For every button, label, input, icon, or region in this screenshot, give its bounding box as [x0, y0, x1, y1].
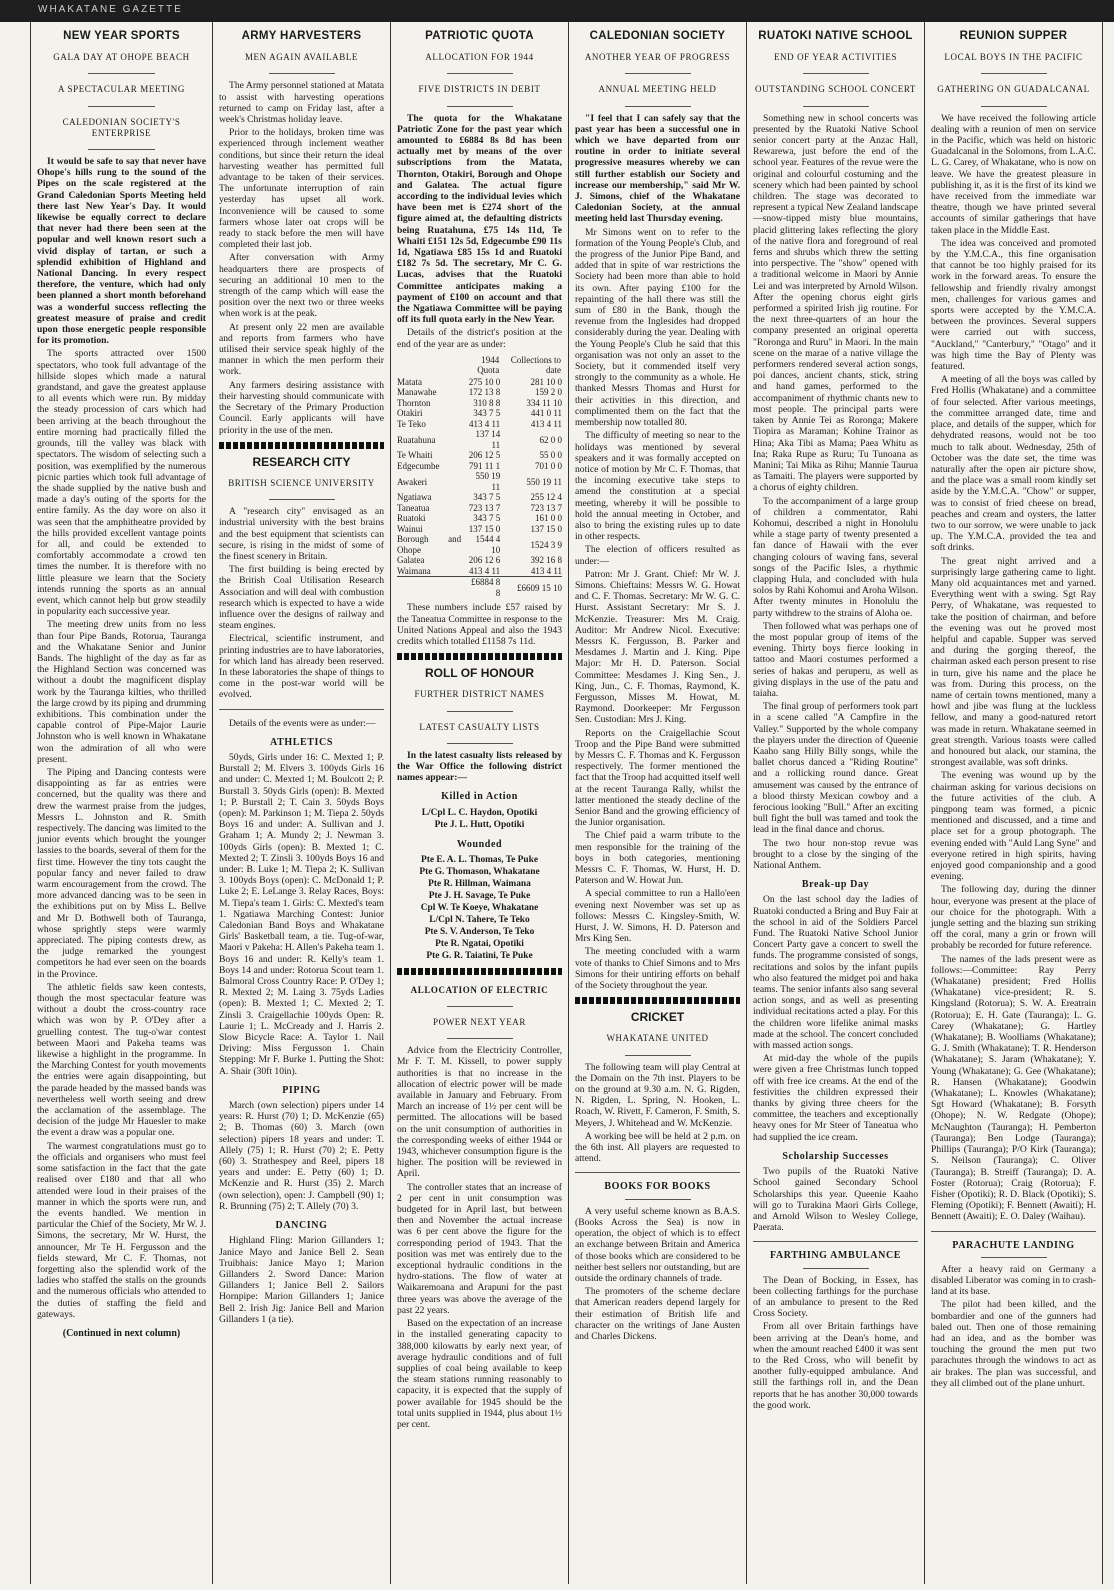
paragraph: The sports attracted over 1500 spectators, who took full advantage of the hillside slopes which made a natural grandstand, and gave the greatest applause to all events which were run. By midday the steady procession of cars which had been arriving at the beach throughout the entire morning had practically filled the grounds, till the valley was black with spectators. The wisdom of selecting such a position, was exemplified by the numerous picnic parties which took full advantage of the shade supplied by the native bush and made a day's outing of the sports for the entire family. As the day wore on also it was seen that the amphitheatre provided by the hills provided excellent vantage points for all, and could be extended to comfortably accommodate a crowd ten times the number. It is therefore with no little pleasure we learn that the Society intends running the sports as an annual event, which cannot help but grow steadily in popularity each successive year.	[37, 348, 206, 618]
lead-paragraph: It would be safe to say that never have Ohope's hills rung to the sound of the Pipes on the scale registered at the Grand Caledonian Sports Meeting held there last New Year's Day. It would likewise be equally correct to declare that never had there been seen at the popular and well known resort such a vivid display of tartan, or such a splendid exhibition of Highland and National Dancing. In every respect therefore, the venture, which had only been planned a short month beforehand was a wonderful success reflecting the greatest measure of praise and credit upon those energetic people responsible for its promotion.	[37, 156, 206, 347]
paragraph: The meeting concluded with a warm vote of thanks to Chief Simons and to Mrs Simons for their untiring efforts on behalf of the Society throughout the year.	[575, 946, 740, 992]
paragraph: These numbers include £57 raised by the Taneatua Committee in response to the United Nations Appeal and also the 1943 credits which totalled £1158 7s 11d.	[397, 602, 562, 647]
paragraph: Any farmers desiring assistance with their harvesting should communicate with the Secretary of the Primary Production Council. Early applicants will have priority in the use of the men.	[219, 379, 384, 436]
paragraph: The evening was wound up by the chairman asking for various decisions on the future activities of the club. A pingpong team was formed, a picnic mentioned and discussed, and a time and place set for a group photograph. The evening ended with "Auld Lang Syne" and everyone retired in high spirits, having enjoyed good companionship and a good evening.	[931, 770, 1096, 883]
headline: PARACHUTE LANDING	[952, 1239, 1075, 1251]
divider	[447, 73, 513, 74]
paragraph: Reports on the Craigellachie Scout Troop and the Pipe Band were submitted by Messrs C. F. Thomas and K. Fergusson respectively. The former mentioned the fact that the Troop had acquitted itself well at the recent Tauranga Rally, whilst the latter mentioned the steady decline of the Senior Band and the growing efficiency of the Junior organisation.	[575, 727, 740, 829]
paragraph: The great night arrived and a surprisingly large gathering came to light. Many old acquaintances met and yarned. Everything went with a swing. Sgt Ray Perry, of Whakatane, was requested to take the position of chairman, and before the evening was out he proved most helpful and capable. Supper was served and during the gorging thereof, the chairman asked each person present to rise in turn, give his name and the place he was from. During this process, on the name of certain towns mentioned, many a howl and jibe was flung at the luckless fellow, and many a good-natured retort was made in return. Whakatane seemed in great strength. Various toasts were called and honoured but alack, our stamina, the strongest available, was soft drinks.	[931, 555, 1096, 769]
headline: ROLL OF HONOUR	[424, 666, 535, 681]
deck: CALEDONIAN SOCIETY'S ENTERPRISE	[62, 116, 181, 138]
subheadline: MEN AGAIN AVAILABLE	[244, 52, 359, 63]
divider	[269, 73, 335, 74]
divider	[447, 1006, 513, 1007]
table-row	[397, 566, 562, 577]
headline: PATRIOTIC QUOTA	[425, 30, 534, 42]
amount-cell: 137 15 0	[530, 523, 562, 534]
results-list: Highland Fling: Marion Gillanders 1; Janice Mayo and Janice Bell 2. Sean Truibhais: Janice Mayo 1; Marion Gillanders 2. Sword Dance: Marion Gillanders 1; Janice Bell 2. Sailors Hornpipe: Marion Gillanders 1; Janice Bell 2. Irish Jig: Janice Bell and Marion Gillanders 1 (a tie).	[219, 1235, 384, 1325]
subheadline: ANOTHER YEAR OF PROGRESS	[584, 52, 731, 63]
paragraph: From all over Britain farthings have been arriving at the Dean's home, and when the amount reached £400 it was sent to the Red Cross, who will benefit by another fully-equipped ambulance. And still the farthings roll in, and the Dean reports that he has another 30,000 towards the good work.	[753, 1321, 918, 1411]
divider	[447, 743, 513, 744]
deck: GATHERING ON GUADALCANAL	[937, 84, 1090, 95]
district-cell: Waimana	[397, 565, 431, 576]
divider	[803, 73, 869, 74]
divider	[981, 106, 1047, 107]
table-row	[397, 503, 562, 514]
paragraph: The controller states that an increase of 2 per cent in unit consumption was budgeted for in April last, but between then and November the actual increase was 6 per cent above the figure for the corresponding period of 1943. That the position was met was entirely due to the exceptional hydraulic conditions in the hydro-stations. The flow of water at Waikaremoana and Arapuni for the past three years was above the average of the past 22 years.	[397, 1181, 562, 1316]
paragraph: Advice from the Electricity Controller, Mr F. T. M. Kissell, to power supply authorities is that no increase in the allocation of electric power will be made available in January and February. From March an increase of 1½ per cent will be permitted. The allocations will be based on the unit consumption of authorities in the corresponding weeks of either 1944 or 1943, whichever consumption figure is the higher. The position will be reviewed in April.	[397, 1045, 562, 1180]
amount-cell: 791 11 1	[469, 460, 501, 471]
column-header: 1944 Quota	[477, 354, 500, 376]
masthead-strip	[0, 0, 1114, 22]
district-cell: Ruatahuna	[397, 434, 436, 445]
divider	[447, 711, 513, 712]
table-row	[397, 555, 562, 566]
table-row	[397, 387, 562, 398]
amount-cell: 413 4 11	[530, 418, 562, 429]
amount-cell: 172 13 8	[468, 387, 501, 398]
table-row	[397, 429, 562, 450]
newspaper-page	[30, 22, 1107, 1584]
deck: ANNUAL MEETING HELD	[598, 84, 717, 95]
deck: A SPECTACULAR MEETING	[58, 84, 185, 95]
paragraph: We have received the following article dealing with a reunion of men on service in the Pacific, which was held on historic Guadalcanal in the Solomons, from L.A.C. L. G. Carey, of Whakatane, who is now on leave. We have the greatest pleasure in publishing it, as it is the first of its kind we have received from the immediate war theatre, though we have printed several accounts of similar gatherings that have taken place in the Middle East.	[931, 112, 1096, 236]
column-new-year-sports	[31, 22, 213, 1584]
subheadline: POWER NEXT YEAR	[433, 1017, 526, 1028]
paragraph: The following day, during the dinner hour, everyone was present at the place of our choice for the photograph. With a jungle setting and the blazing sun striking off the coral, many a grin or frown will probably be recorded for future reference.	[931, 884, 1096, 952]
table-total-row: £6884 8 8 £6609 15 10	[397, 577, 562, 599]
paragraph: Electrical, scientific instrument, and printing industries are to have laboratories, for which land has already been reserved. In these laboratories the shape of things to come in the post-war world will be evolved.	[219, 633, 384, 701]
amount-cell: 723 13 7	[530, 502, 562, 513]
divider	[981, 73, 1047, 74]
table-row	[397, 377, 562, 388]
district-cell: Te Teko	[397, 418, 426, 429]
table-row	[397, 513, 562, 524]
amount-cell: 392 16 8	[530, 555, 562, 566]
paragraph: After a heavy raid on Germany a disabled Liberator was coming in to crash-land at its base.	[931, 1263, 1096, 1298]
column-patriotic-quota	[391, 22, 569, 1584]
list-item: L/Cpl N. Tahere, Te Teko	[429, 914, 530, 925]
column-ruatoki-school	[747, 22, 925, 1584]
amount-cell: 159 2 0	[535, 387, 562, 398]
section-title: Killed in Action	[441, 791, 518, 803]
amount-cell: 334 11 10	[526, 397, 562, 408]
paragraph: Details of the events were as under:—	[229, 717, 376, 729]
divider	[625, 1199, 691, 1200]
headline: NEW YEAR SPORTS	[63, 30, 180, 42]
divider	[88, 106, 156, 107]
list-item: Pte G. Thomason, Whakatane	[419, 866, 540, 877]
divider	[447, 106, 513, 107]
district-cell: Ngatiawa	[397, 492, 432, 503]
paragraph: A meeting of all the boys was called by Fred Hollis (Whakatane) and a committee of four selected. After various meetings, the committee arranged date, time and place, and details of the supper, which for dehydrated reasons, would not be too much to talk about. Wednesday, 25th of October was the date set, the time was naturally after the open air picture show, and the place was a small room kindly set aside by the Y.M.C.A. "Chow" or supper, was to consist of fried cheese on bread, peaches and cream and oysters, the latter two to our sorrow, we were unable to jack up. The Y.M.C.A. provided the tea and soft drinks.	[931, 374, 1096, 554]
list-item: Pte R. Ngatai, Opotiki	[435, 938, 524, 949]
divider	[625, 73, 691, 74]
headline: CRICKET	[630, 1010, 685, 1025]
paragraph: The pilot had been killed, and the bombardier and one of the gunners had baled out. Then one of those remaining had an idea, and as the bomber was touching the ground the men put two parachutes through the windows to act as air brakes. The plan was successful, and they all climbed out of the plane unhurt.	[931, 1299, 1096, 1389]
list-item: Cpl W. Te Koeye, Whakatane	[420, 902, 539, 913]
section-title: Wounded	[456, 838, 503, 850]
paragraph: The difficulty of meeting so near to the holidays was mentioned by several speakers and it was formally accepted on notice of motion by Mr C. F. Thomas, that the incoming executive take steps to amend the constitution at a special meeting, whereby it will be possible to hold the annual meeting in October, and also to bring the existing rules up to date in other respects.	[575, 430, 740, 543]
amount-cell: 1544 4 10	[475, 534, 501, 555]
district-cell: Manawahe	[397, 387, 437, 398]
subheadline: ALLOCATION FOR 1944	[425, 52, 534, 63]
section-border	[397, 653, 562, 660]
paragraph: The Army personnel stationed at Matata to assist with harvesting operations returned to camp on Friday last, after a week's Christmas holiday leave.	[219, 80, 384, 126]
paragraph: The following team will play Central at the Domain on the 7th inst. Players to be on the ground at 9.30 a.m. N. G. Rigden, N. Rigden, L. Spring, N. Hooken, L. Roach, W. Rivett, F. Cameron, F. Smith, S. Meyers, J. Whitehead and W. McKenzie.	[575, 1061, 740, 1129]
subheadline: GALA DAY AT OHOPE BEACH	[53, 52, 190, 63]
divider	[803, 1268, 869, 1269]
paragraph: Then followed what was perhaps one of the most popular group of items of the evening. Thirty boys fierce looking in tattoo and Maori costumes performed a series of hakas and peruperu, as well as giving displays in the use of the patu and taiaha.	[753, 620, 918, 699]
district-cell: Edgecumbe	[397, 460, 440, 471]
results-list: 50yds, Girls under 16: C. Mexted 1; P. Burstall 2; M. Elvers 3. 100yds Girls 16 and under: C. Mexted 1; M. Boulcott 2; P. Burstall 3. 50yds Girls (open): B. Mexted 1; P. Burstall 2; T. Cain 3. 50yds Boys (open): M. Parkinson 1; M. Tiepa 2. 50yds Boys 16 and under: A. Sullivan and J. Graham 1; A. Mundy 2; J. Newman 3. 100yds Girls (open): B. Mexted 1; C. Mexted 2; T. Zinsli 3. 100yds Boys 16 and under: B. Luke 1; M. Tiepa 2; K. Sullivan 3. 100yds Boys (open): C. McDonald 1; P. Luke 2; E. LeLange 3. Relay Races, Boys: M. Tiepa's team 1. Girls: C. Mexted's team 1. Ngatiawa Marching Contest: Junior Caledonian Band Boys and Whakatane Girls' Basketball team, a tie. Tug-of-war, Maori v Pakeha: H. Allen's Pakeha team 1. Boys 16 and under: R. Kelly's team 1. Boys 14 and under: Rotorua Scout team 1. Balmoral Cross Country Race: P. O'Dey 1; R. Mexted 2; M. Laing 3. 75yds Ladies (open): B. Mexted 1; C. Mexted 2; T. Zinsli 3. Craigellachie 100yds Open: R. Laurie 1; L. McCready and J. Harris 2. Slow Bicycle Race: A. Taylor 1. Nail Driving: Miss Fergusson 1. Chain Stepping: Mr F. Burke 1. Putting the Shot: A. Shair (30ft 10in).	[219, 751, 384, 1077]
amount-cell: 723 13 7	[468, 502, 501, 513]
paragraph: The promoters of the scheme declare that American readers depend largely for their estimation of British life and character on the writings of Jane Austen and Charles Dickens.	[575, 1286, 740, 1342]
section-title: DANCING	[275, 1220, 328, 1232]
paragraph: A "research city" envisaged as an industrial university with the best brains and the best equipment that scientists can secure, is rising in the midst of some of the finest scenery in Britain.	[219, 506, 384, 562]
list-item: Pte R. Hillman, Waimana	[428, 878, 531, 889]
divider	[753, 1241, 918, 1242]
paragraph: To the accompaniment of a large group of children a commentator, Rahi Kohomui, described a night in Honolulu while a stage party of twenty presented a fan dance of Hawaii with the ever changing colours of waving fans, several songs of the Pacific Isles, a rhythmic clapping Hula, and concluded with hula solos by Rahi Kohomui and Aroha Wilson. After twenty minutes in Honolulu the party withdrew to the strains of Aloha oe.	[753, 495, 918, 619]
paragraph: The Piping and Dancing contests were disappointing as far as entries were concerned, but the quality was there and drew the warmest praise from the judges, Messrs L. Johnston and R. Smith respectively. The dancing was limited to the junior events which brought the younger lassies to the boards, several of them for the first time. However the tiny tots caught the popular fancy and never failed to draw warm encouragement from the crowd. The more advanced dancing was to be seen in the exhibitions put on by Miss L. Bellve and Mr D. Bothwell both of Tauranga, whose sprightly steps were warmly appreciated. The piping contests drew, as the judge remarked the youngest competitors he had ever seen on the boards in the Province.	[37, 766, 206, 980]
list-item: L/Cpl L. C. Haydon, Opotiki	[421, 807, 538, 818]
amount-cell: 701 0 0	[535, 460, 562, 471]
table-row	[397, 408, 562, 419]
paragraph: The two hour non-stop revue was brought to a close by the singing of the National Anthem.	[753, 837, 918, 872]
headline: ALLOCATION OF ELECTRIC	[410, 984, 549, 995]
amount-cell: 206 12 5	[468, 450, 501, 461]
names-list: The names of the lads present were as follows:—Committee: Ray Perry (Whakatane) president; Fred Hollis (Whakatane) vice-president; R. S. Kingsland (Rotorua); S. W. A. Ereatrain (Rotorua); E. H. Gate (Tauranga); L. G. Carey (Whakatane); G. Hartley (Whakatane); B. Woolliams (Whakatane); G. J. Smith (Whakatane); T. R. Henderson (Whakatane); S. Jaram (Whakatane); Y. Young (Whakatane); G. Gee (Whakatane); R. Hansen (Whakatane); Goodwin (Whakatane); L. Knowles (Whakatane); Sgt Howard (Whakatane); B. Forsyth (Ohope); N. W. Redgate (Ohope); McNaughton (Tauranga); H. Pemberton (Tauranga); Ben Lodge (Tauranga); Phillips (Tauranga); P/O Kirk (Tauranga); S. Neilson (Tauranga); C. Oliver (Tauranga); B. Streiff (Tauranga); D. A. Foster (Rotorua); Craig (Rotorua); F. Fisher (Opotiki); R. D. Black (Opotiki); S. Fleming (Opotiki); F. Bennett (Awaiti); H. Bennett (Awaiti); E. O. Daley (Waihau).	[931, 953, 1096, 1223]
paragraph: Prior to the holidays, broken time was experienced through inclement weather conditions, but since their return the ideal harvesting weather has permitted full advantage to be taken of their services. The unfortunate interruption of rain yesterday has upset all work. Inconvenience will be caused to some farmers whose later oat crops will be ready to stack before the men will have completed their last job.	[219, 127, 384, 251]
divider	[625, 106, 691, 107]
section-border	[397, 968, 562, 975]
amount-cell: 281 10 0	[530, 376, 562, 387]
masthead-text: WHAKATANE GAZETTE	[38, 4, 183, 15]
paragraph: A very useful scheme known as B.A.S. (Books Across the Sea) is now in operation, the object of which is to effect an exchange between Britain and America of those books which are considered to be neither best sellers nor outstanding, but are outside the ordinary channels of trade.	[575, 1205, 740, 1284]
paragraph: The Chief paid a warm tribute to the men responsible for the training of the boys in both categories, mentioning Messrs C. F. Thomas, W. Hurst, H. D. Paterson and W. Howat Jun.	[575, 830, 740, 887]
paragraph: Mr Simons went on to refer to the formation of the Young People's Club, and the progress of the Junior Pipe Band, and added that in spite of war restrictions the Society had been more than able to hold its own. After paying £100 for the repainting of the hall there was still the sum of £80 in the Bank, though the revenue from the Inglesides had dropped considerably during the year. Dealing with the Young People's Club he said that this organisation was not only an asset to the Society, but it commended itself very strongly to the community as a whole. He thanked Messrs Thomas and Hurst for their activities in this direction, and complimented them on the fact that the membership now totalled 80.	[575, 226, 740, 429]
paragraph: Based on the expectation of an increase in the installed generating capacity to 388,000 kilowatts by early next year, of average hydraulic conditions and of full supplies of coal being available to keep the steam stations running reasonably to capacity, it is expected that the supply of power available for 1945 should be the total units supplied in 1944, plus about 1½ per cent.	[397, 1318, 562, 1430]
amount-cell: 62 0 0	[539, 434, 562, 445]
lead-paragraph: "I feel that I can safely say that the past year has been a successful one in which we have departed from our routine in order to initiate several progressive measures whereby we can still further establish our Society and increase our membership," said Mr W. J. Simons, chief of the Whakatane Caledonian Society, at the annual meeting held last Thursday evening.	[575, 112, 740, 225]
amount-cell: 161 0 0	[535, 513, 562, 524]
table-row	[397, 492, 562, 503]
column-reunion-supper	[925, 22, 1103, 1584]
headline: RUATOKI NATIVE SCHOOL	[758, 30, 913, 42]
killed-list	[397, 807, 562, 831]
section-border	[219, 442, 384, 449]
headline: CALEDONIAN SOCIETY	[589, 30, 726, 42]
paragraph: The final group of performers took part in a scene called "A Campfire in the Valley." Supported by the whole company the players under the direction of Queenie Kaaho sang Hilly Billy songs, while the ballet chorus danced a "Riding Routine" and a rollicking round dance. Great amusement was caused by the entrance of a blood thirsty Mexican cowboy and a ferocious looking "Bull." After an exciting bull fight the bull was tamed and took the lead in the final dance and chorus.	[753, 701, 918, 836]
district-cell: Matata	[397, 376, 422, 387]
divider	[269, 499, 335, 500]
list-item: Pte G. R. Taiatini, Te Puke	[426, 950, 533, 961]
continued-note: (Continued in next column)	[62, 1327, 181, 1339]
divider	[219, 709, 384, 710]
paragraph: At present only 22 men are available and reports from farmers who have utilised their service speak highly of the manner in which the men perform their work.	[219, 321, 384, 378]
subheadline: FURTHER DISTRICT NAMES	[414, 689, 545, 700]
district-cell: Borough and Ohope	[397, 534, 462, 555]
paragraph: A special committee to run a Hallo'een evening next November was set up as follows: Messrs C. Kingsley-Smith, W. Hurst, J. W. Simons, H. D. Paterson and Mrs King Sen.	[575, 888, 740, 945]
amount-cell: 413 4 11	[469, 418, 501, 429]
headline: RESEARCH CITY	[252, 454, 351, 469]
paragraph: A working bee will be held at 2 p.m. on the 6th inst. All players are requested to attend.	[575, 1130, 740, 1165]
section-title: ATHLETICS	[269, 736, 333, 748]
amount-cell: 343 7 5	[473, 408, 501, 419]
divider	[803, 106, 869, 107]
subheadline: LOCAL BOYS IN THE PACIFIC	[944, 52, 1083, 63]
amount-cell: 413 4 11	[469, 565, 501, 576]
district-cell: Otakiri	[397, 408, 423, 419]
amount-cell: 275 10 0	[468, 376, 501, 387]
district-cell: Te Whaiti	[397, 450, 433, 461]
results-list: March (own selection) pipers under 14 years: R. Hurst (70) 1; D. McKenzie (65) 2; B. Thomas (60) 3. March (own selection) pipers 18 years and under: T. Allely (75) 1; R. Hurst (70) 2; E. Petty (60) 3. Strathespey and Reel, pipers 18 years and under: E. Petty (60) 1; D. McKenzie and R. Hurst (35) 2. March (own selection), open: J. Campbell (90) 1; R. Brunning (75) 2; T. Allely (70) 3.	[219, 1100, 384, 1212]
table-row	[397, 461, 562, 472]
table-row	[397, 534, 562, 555]
district-cell: Wainui	[397, 523, 423, 534]
lead-paragraph: The quota for the Whakatane Patriotic Zone for the past year which amounted to £6884 8s 8d has been actually met by means of the over subscriptions from the Matata, Thornton, Otakiri, Borough and Ohope and Galatea. The actual figure according to the individual levies which have been met is £274 short of the figure aimed at, the defaulting districts being Ruatahuna, £75 14s 11d, Te Whaiti £151 12s 5d, Edgecumbe £90 11s 1d, Ngatiawa £85 15s 1d and Ruatoki £182 7s 5d. The secretary, Mr C. G. Lucas, advises that the Ruatoki Committee anticipates making a payment of £100 on account and that the Ngatiawa Committee will be paying off its full quota early in the New Year.	[397, 112, 562, 326]
amount-cell: 206 12 6	[468, 555, 501, 566]
divider	[88, 73, 156, 74]
paragraph: The athletic fields saw keen contests, though the most spectacular feature was without a doubt the cross-country race which was won by P. O'Dey after a gruelling contest. The tug-o'war contest between Maori and Pakeha teams was likewise a highlight in the programme. In the Marching Contest for youth movements the entries were again disappointing, but the parade headed by the massed bands was nevertheless well worth seeing and drew the acclamation of the assemblage. The decision of the judge Mr Hauesler to make the event a draw was a popular one.	[37, 981, 206, 1139]
amount-cell: 343 7 5	[473, 492, 501, 503]
section-title: Scholarship Successes	[782, 1150, 889, 1162]
section-title: PIPING	[282, 1084, 321, 1096]
divider	[447, 1038, 513, 1039]
table-row	[397, 419, 562, 430]
amount-cell: 310 8 8	[473, 397, 501, 408]
amount-cell: 441 0 11	[530, 408, 562, 419]
lead-paragraph: In the latest casualty lists released by the War Office the following district names appear:—	[397, 749, 562, 784]
deck: FIVE DISTRICTS IN DEBIT	[418, 84, 541, 95]
district-cell: Ruatoki	[397, 513, 426, 524]
section-border	[575, 997, 740, 1004]
paragraph: Details of the district's position at the end of the year are as under:	[397, 327, 562, 350]
table-row	[397, 398, 562, 409]
list-item: Pte J. H. Savage, Te Puke	[428, 890, 531, 901]
paragraph: Something new in school concerts was presented by the Ruatoki Native School senior concert party at the Anzac Hall, Rewarewa, just before the end of the school year. Features of the revue were the original and colourful costuming and the scenery which had been painted by school children. The stage was decorated to represent a typical New Zealand landscape—snow-tipped misty blue mountains, placid glittering lakes reflecting the glory of the native flora and foreground of real ferns and shrubs which threw the setting into perspective. The "show" opened with a traditional welcome in Maori by Annie Lei and was interpreted by Arnold Wilson. After the opening chorus eight girls performed a spirited Irish jig routine. For the next three-quarters of an hour the company presented an original operetta "Roronga and Ruru" in Maori. In the main scene on the marae of a native village the performers rendered several action songs, poi dances, ancient chants, stick, string and hand games, performed to the accompaniment of rhythmic chants new to most people. The principal parts were taken by Annie Tei as Roronga; Makere Tiopira as Maraman; Kohine Trainor as Hina; Aka Tibi as Mama; Paea Whitu as Ina; Raka Rupe as Ruru; Tu Tunoana as Manini; Tai Mika as Rihu; Mannie Taurua as Tamaiti. The players were supported by a chorus of eighty children.	[753, 112, 918, 494]
list-item: Pte E. A. L. Thomas, Te Puke	[420, 854, 539, 865]
district-cell: Awakeri	[397, 476, 428, 487]
amount-cell: 1524 3 9	[530, 539, 562, 550]
table-row	[397, 524, 562, 535]
divider	[981, 1257, 1047, 1258]
paragraph: After conversation with Army headquarters there are prospects of securing an additional 10 men to the strength of the camp which will ease the position over the next two or three weeks when work is at the peak.	[219, 252, 384, 320]
divider	[88, 149, 156, 150]
amount-cell: 55 0 0	[539, 450, 562, 461]
column-caledonian-society	[569, 22, 747, 1584]
deck: OUTSTANDING SCHOOL CONCERT	[754, 84, 916, 95]
section-title: Break-up Day	[801, 879, 870, 891]
table-row	[397, 471, 562, 492]
subheadline: BRITISH SCIENCE UNIVERSITY	[228, 477, 375, 488]
subheadline: WHAKATANE UNITED	[606, 1033, 709, 1044]
list-item: Pte S. V. Anderson, Te Teko	[424, 926, 535, 937]
wounded-list	[397, 854, 562, 962]
amount-cell: 343 7 5	[473, 513, 501, 524]
paragraph: The meeting drew units from no less than four Pipe Bands, Rotorua, Tauranga and the Whakatane Senior and Junior Bands. The highlight of the day as far as the Highland Section was concerned was without a doubt the magnificent display work by the Tauranga kilties, who thrilled the large crowd by its piping and drumming exhibitions. This combination under the capable control of Pipe-Major Laurie Johnston who is well known in Whakatane won the admiration of all who were present.	[37, 619, 206, 765]
headline: FARTHING AMBULANCE	[769, 1250, 902, 1262]
divider	[575, 1172, 740, 1173]
column-header: Collections to date	[510, 354, 561, 376]
quota-table	[397, 354, 562, 599]
amount-cell: 137 14 11	[475, 429, 501, 450]
amount-cell: 550 19 11	[526, 476, 562, 487]
divider	[625, 1055, 691, 1056]
column-army-harvesters	[213, 22, 391, 1584]
paragraph: The first building is being erected by the British Coal Utilisation Research Association and will deal with combustion research which is expected to have a wide influence over the designs of railway and steam engines.	[219, 564, 384, 632]
amount-cell: 413 4 11	[530, 565, 562, 576]
deck: LATEST CASUALTY LISTS	[419, 721, 540, 732]
paragraph: The idea was conceived and promoted by the Y.M.C.A., this fine organisation that cannot be too highly praised for its work in the forward areas. To ensure the fellowship and friendly rivalry amongst men, challenges for various games and sports were accepted by the Y.M.C.A. between the provinces. Several suppers were carried out with success, "Auckland," "Canterbury," "Otago" and it was high time the Bay of Plenty was featured.	[931, 237, 1096, 373]
district-cell: Galatea	[397, 555, 425, 566]
list-item: Pte J. L. Hutt, Opotiki	[434, 819, 525, 830]
headline: REUNION SUPPER	[959, 30, 1068, 42]
district-cell: Taneatua	[397, 502, 430, 513]
district-cell: Thornton	[397, 397, 431, 408]
amount-cell: 255 12 4	[530, 492, 562, 503]
paragraph: The election of officers resulted as under:—	[575, 544, 740, 567]
officers-list: Patron: Mr J. Grant. Chief: Mr W. J. Simons. Chieftains: Messrs W. G. Howat and C. F. Thomas. Secretary: Mr W. G. C. Hurst. Assistant Secretary: Mr S. J. McKenzie. Treasurer: Mrs M. Craig. Auditor: Mr Andrew Nicol. Executive: Messrs K. Fergusson, B. Parker and Mesdames J. Martin and J. King. Pipe Major: Mr H. D. Paterson. Social Committee: Mesdames J. King Sen., J. King, Jun., C. F. Thomas, Raymond, K. Fergusson, Misses M. Howat, M. Raymond. Doorkeeper: Mr Fergusson Sen. Custodian: Mrs J. King.	[575, 568, 740, 726]
headline: ARMY HARVESTERS	[241, 30, 362, 42]
subheadline: END OF YEAR ACTIVITIES	[773, 52, 898, 63]
amount-cell: 137 15 0	[468, 523, 501, 534]
divider	[931, 1231, 1096, 1232]
paragraph: The warmest congratulations must go to the officials and organisers who must feel some satisfaction in the fact that the gate realised over £180 and that all who attended were loud in their praises of the manner in which the sports were run, and the events handled. We mention in particular the Chief of the Society, Mr W. J. Simons, the secretary, Mr W. Hurst, the announcer, Mr Te H. Fergusson and the fields steward, Mr C. F. Thomas, not forgetting also the splendid work of the ladies who staffed the stalls on the grounds and the numerous officials who attended to the duties of staffing the field and gateways.	[37, 1140, 206, 1320]
headline: BOOKS FOR BOOKS	[604, 1181, 711, 1193]
amount-cell: 550 19 11	[475, 471, 501, 492]
table-row	[397, 450, 562, 461]
paragraph: The Dean of Bocking, in Essex, has been collecting farthings for the purchase of an ambulance to present to the Red Cross Society.	[753, 1274, 918, 1320]
paragraph: On the last school day the ladies of Ruatoki conducted a Bring and Buy Fair at the school in aid of the Soldiers Parcel Fund. The Ruatoki Native School Junior Concert Party gave a concert to swell the funds. The programme consisted of songs, recitations and solos by the infant pupils who also featured the midget poi and haka teams. The senior infants also sang several action songs, and as well as presenting individual recitations acted a play. For this the children wore lifelike animal masks made at the school. The concert concluded with massed action songs.	[753, 894, 918, 1052]
paragraph: Two pupils of the Ruatoki Native School gained Secondary School Scholarships this year. Queenie Kaaho will go to Turakina Maori Girls College, and Arnold Wilson to Wesley College, Paerata.	[753, 1166, 918, 1234]
paragraph: At mid-day the whole of the pupils were given a free Christmas lunch topped off with free ice creams. At the end of the festivities the children expressed their thanks by giving three cheers for the committee, the teachers and exceptionally heavy ones for Mr Steer of Taneatua who had supplied the ice cream.	[753, 1053, 918, 1143]
